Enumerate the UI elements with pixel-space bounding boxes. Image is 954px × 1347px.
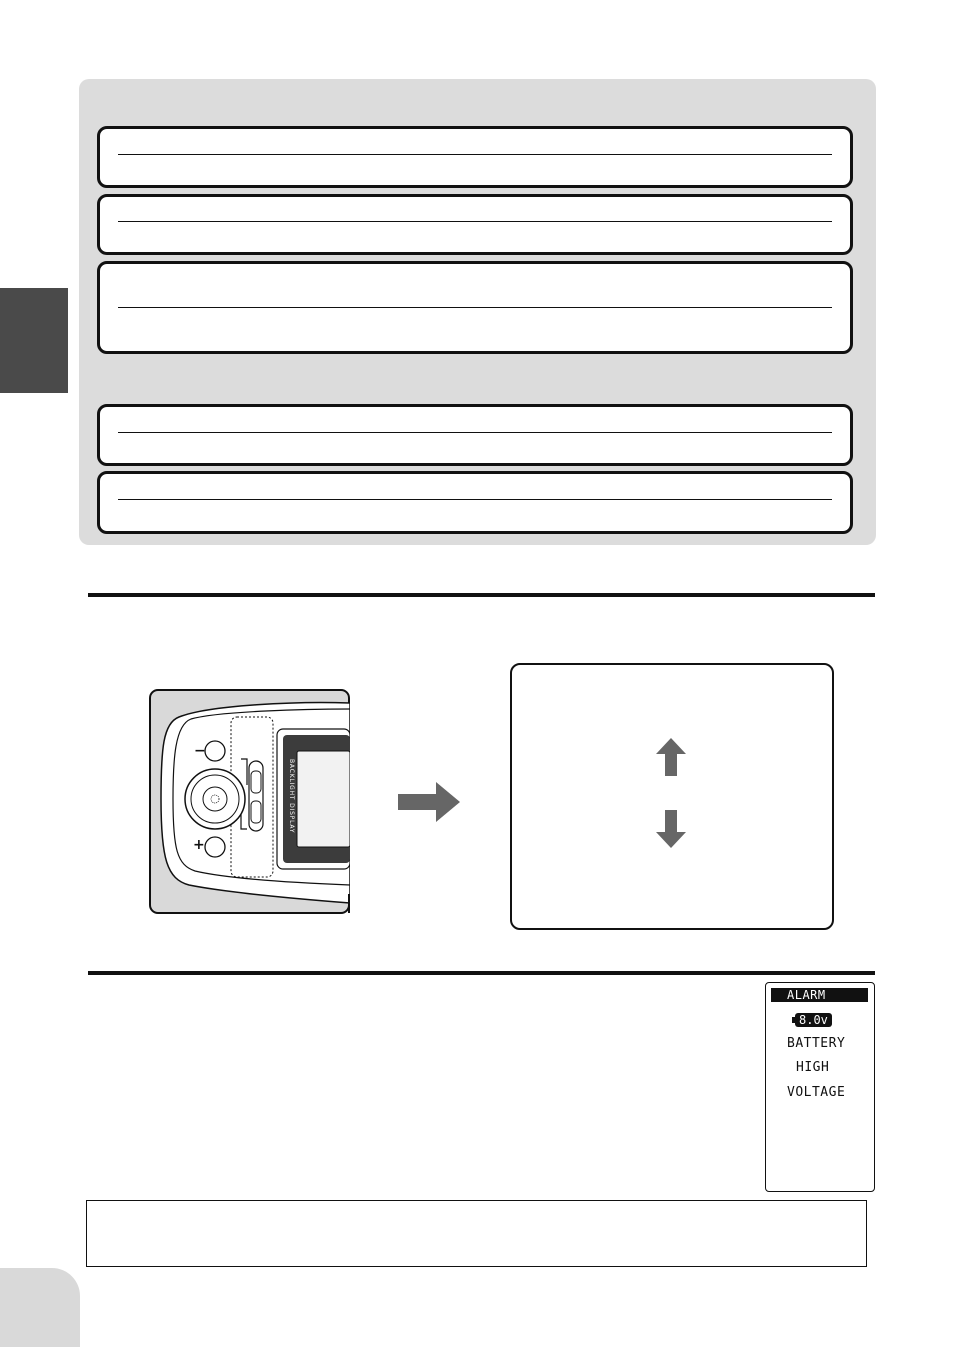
box-1 bbox=[97, 126, 853, 188]
backlight-display-label: BACKLIGHT DISPLAY bbox=[288, 759, 295, 834]
box-3 bbox=[97, 261, 853, 354]
lcd-title: ALARM bbox=[771, 988, 868, 1002]
box-3-rule bbox=[118, 307, 832, 308]
chapter-side-tab bbox=[0, 288, 68, 393]
plus-button-label: + bbox=[193, 837, 205, 853]
alarm-lcd-screen bbox=[765, 982, 875, 1192]
lcd-line-high: HIGH bbox=[796, 1060, 830, 1075]
note-box bbox=[86, 1200, 867, 1267]
lcd-line-voltage: VOLTAGE bbox=[787, 1085, 846, 1100]
arrow-down-icon bbox=[656, 810, 686, 852]
minus-button-label: − bbox=[194, 743, 206, 759]
page-number-tab bbox=[0, 1268, 80, 1347]
box-4-rule bbox=[118, 432, 832, 433]
box-5 bbox=[97, 471, 853, 534]
box-1-rule bbox=[118, 154, 832, 155]
arrow-right-icon bbox=[398, 782, 460, 826]
transmitter-illustration bbox=[149, 689, 350, 914]
arrow-up-icon bbox=[656, 738, 686, 780]
screen-diagram-box bbox=[510, 663, 834, 930]
box-5-rule bbox=[118, 499, 832, 500]
box-2 bbox=[97, 194, 853, 255]
box-2-rule bbox=[118, 221, 832, 222]
section-rule-2 bbox=[88, 971, 875, 975]
lcd-line-battery: BATTERY bbox=[787, 1036, 846, 1051]
box-4 bbox=[97, 404, 853, 466]
battery-voltage: 8.0v bbox=[795, 1013, 832, 1027]
battery-voltage-badge bbox=[792, 1012, 832, 1028]
section-rule-1 bbox=[88, 593, 875, 597]
